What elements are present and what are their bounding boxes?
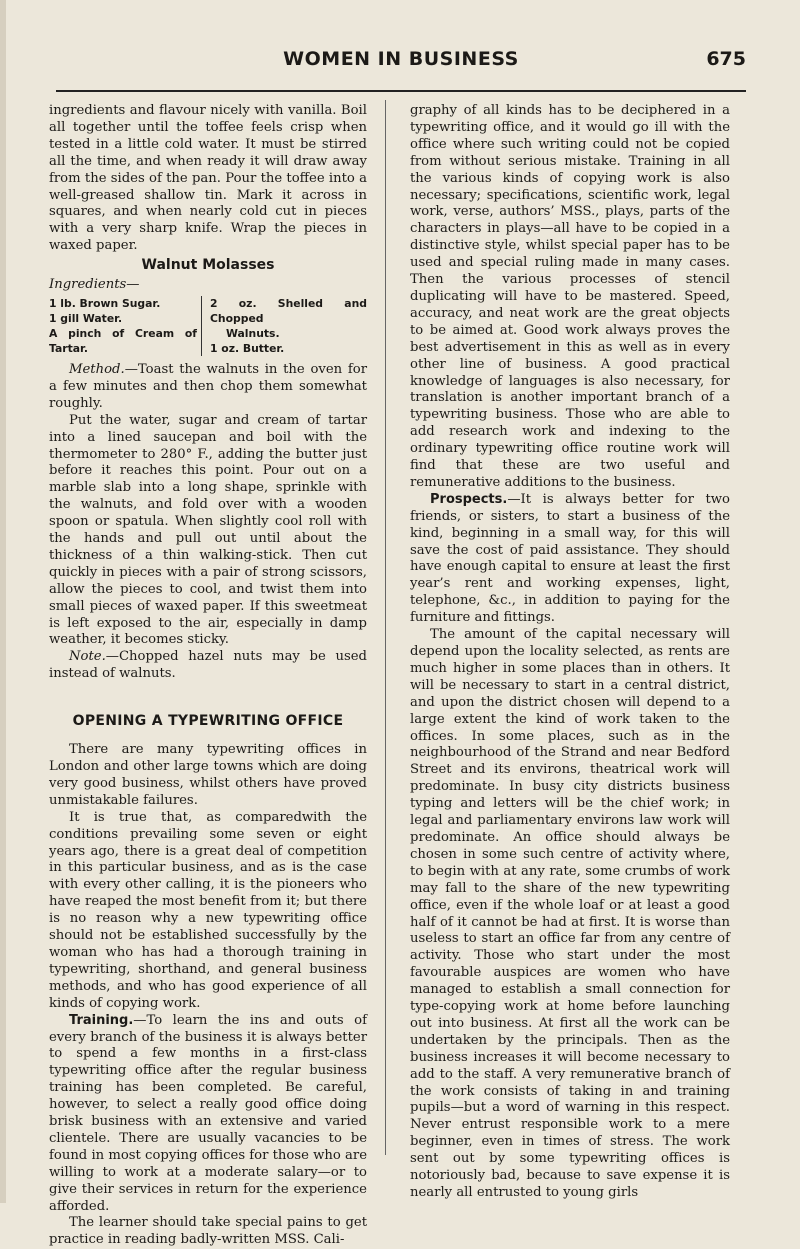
ingredients-table	[49, 296, 367, 356]
ingredients-column-1	[49, 296, 202, 356]
method-text: —Toast the walnuts in the oven for a few minutes and then chop them somewhat roughly.	[49, 361, 367, 411]
prospects-paragraph	[410, 492, 730, 627]
paragraph: It is true that, as comparedwith the conditions prevailing some seven or eight years ago, there is a great deal of competition in this particular business, and as is the case with every other calling, it is the pioneers who have reaped the most benefit from it; but there is no reason why a new typewriting office should not be established successfully by the woman who has had a thorough training in typewriting, shorthand, and general business methods, and who has good experience of all kinds of copying work.	[49, 809, 367, 1011]
ingredient-item: 1 lb. Brown Sugar.	[49, 296, 161, 310]
training-paragraph	[49, 1013, 367, 1216]
running-title: WOMEN IN BUSINESS	[283, 48, 519, 70]
note-text: —Chopped hazel nuts may be used instead of walnuts.	[49, 649, 367, 682]
ingredient-item: 1 gill Water.	[49, 311, 123, 325]
paragraph: Put the water, sugar and cream of tartar into a lined saucepan and boil with the thermometer to 280° F., adding the butter just before it reaches this point. Pour out on a marble slab into a long shape, sprinkle with the walnuts, and fold over with a wooden spoon or spatula. When slightly cool roll with the hands and pull out until about the thickness of a thin walking-stick. Then cut quickly in pieces with a pair of strong scissors, allow the pieces to cool, and twist them into small pieces of waxed paper. If this sweetmeat is left exposed to the air, especially in damp weather, it becomes sticky.	[49, 412, 367, 648]
training-text: —To learn the ins and outs of every branch of the business it is always better to spend a few months in a first-class typewriting office after the regular business training has been completed. Be careful, however, to select a really good office doing brisk business with an extensive and varied clientele. There are usually vacancies to be found in most copying offices for those who are willing to work at a moderate salary—or to give their services in return for the experience afforded.	[49, 1012, 367, 1214]
ingredients-column-2	[202, 296, 367, 356]
ingredient-item: A pinch of Cream of Tartar.	[49, 326, 197, 355]
note-label: Note.	[69, 649, 106, 665]
left-column	[49, 103, 367, 1249]
paragraph: The learner should take special pains to get practice in reading badly-written MSS. Cali-	[49, 1215, 367, 1248]
note-paragraph	[49, 649, 367, 683]
prospects-text: —It is always better for two friends, or sisters, to start a business of the kind, beginning in a small way, for this will save the cost of paid assistance. They should have enough capital to ensure at least the first year’s rent and working expenses, light, telephone, &c., in addition to paying for the furniture and fittings.	[410, 491, 730, 626]
ingredient-item: 2 oz. Shelled and Chopped	[210, 296, 367, 325]
recipe-title: Walnut Molasses	[141, 257, 275, 274]
paragraph: There are many typewriting offices in London and other large towns which are doing very good business, whilst others have proved unmistakable failures.	[49, 742, 367, 808]
page-number: 675	[706, 48, 746, 70]
method-label: Method.	[69, 361, 125, 377]
training-label: Training.	[69, 1012, 134, 1028]
ingredients-label: Ingredients—	[49, 277, 140, 293]
ingredient-item: 1 oz. Butter.	[210, 341, 285, 355]
page-binding-edge	[0, 0, 6, 1203]
method-paragraph	[49, 362, 367, 413]
prospects-label: Prospects.	[430, 491, 508, 507]
running-header	[56, 46, 746, 92]
section-heading: OPENING A TYPEWRITING OFFICE	[72, 713, 344, 730]
column-divider	[385, 100, 386, 1155]
paragraph: graphy of all kinds has to be deciphered in a typewriting office, and it would go ill with the office where such writing could not be copied from without serious mistake. Training in all the various kinds of copying work is also necessary; specifications, scientific work, legal work, verse, authors’ MSS., plays, parts of the characters in plays—all have to be copied in a distinctive style, whilst special paper has to be used and special ruling made in many cases. Then the various processes of stencil duplicating will have to be mastered. Speed, accuracy, and neat work are the great objects to be aimed at. Good work always proves the best advertisement in this as well as in every other line of business. A good practical knowledge of languages is also necessary, for translation is another important branch of a typewriting business. Those who are able to add research work and indexing to the ordinary typewriting office routine work will find that these are two useful and remunerative additions to the business.	[410, 103, 730, 490]
paragraph: ingredients and flavour nicely with vanilla. Boil all together until the toffee feels crisp when tested in a little cold water. It must be stirred all the time, and when ready it will draw away from the sides of the pan. Pour the toffee into a well-greased shallow tin. Mark it across in squares, and when nearly cold cut in pieces with a very sharp knife. Wrap the pieces in waxed paper.	[49, 103, 367, 254]
paragraph: The amount of the capital necessary will depend upon the locality selected, as rents are much higher in some places than in others. It will be necessary to start in a central district, and upon the district chosen will depend to a large extent the kind of work taken to the offices. In some places, such as in the neighbourhood of the Strand and near Bedford Street and its environs, theatrical work will predominate. In busy city districts business typing and letters will be the chief work; in legal and parliamentary environs law work will predominate. An office should always be chosen in some such centre of activity where, to begin with at any rate, some crumbs of work may fall to the share of the new typewriting office, even if the whole loaf or at least a good half of it cannot be had at first. It is worse than useless to start an office far from any centre of activity. Those who start under the most favourable auspices are women who have managed to establish a small connection for type-copying work at home before launching out into business. At first all the work can be undertaken by the principals. Then as the business increases it will become necessary to add to the staff. A very remunerative branch of the work consists of taking in and training pupils—but a word of warning in this respect. Never entrust responsible work to a mere beginner, even in times of stress. The work sent out by some typewriting offices is notoriously bad, because to save expense it is nearly all entrusted to young girls	[410, 627, 730, 1200]
ingredient-item: Walnuts.	[226, 326, 280, 340]
right-column	[410, 103, 730, 1202]
